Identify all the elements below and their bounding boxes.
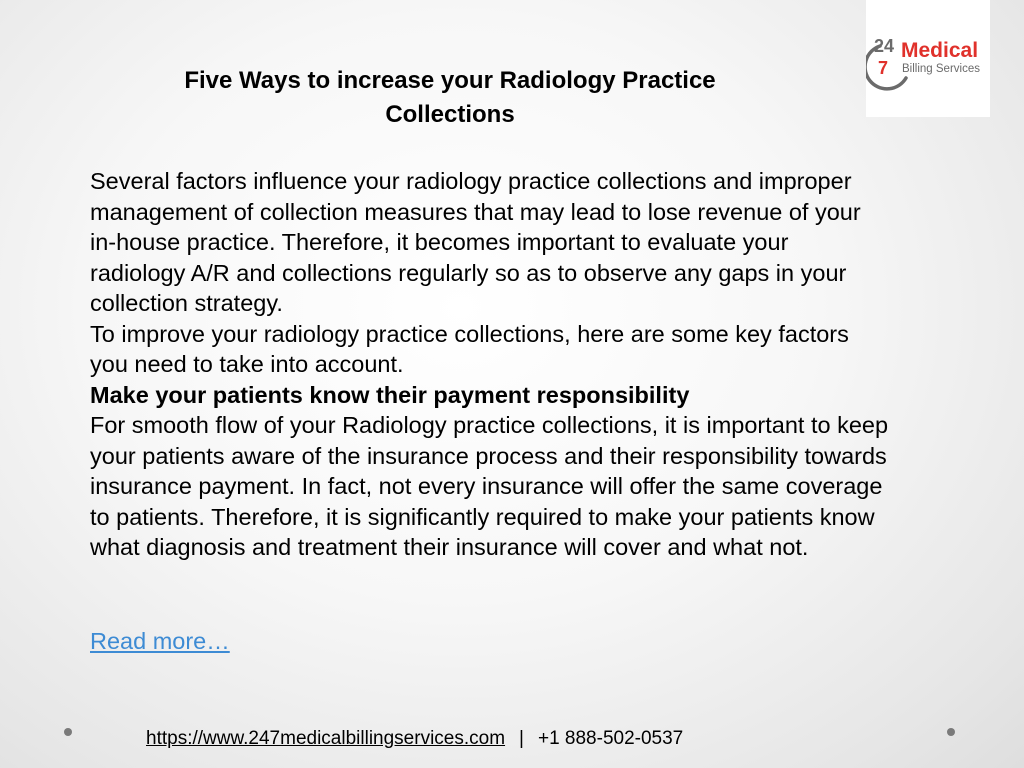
website-link[interactable]: https://www.247medicalbillingservices.com bbox=[146, 728, 506, 749]
read-more-link[interactable]: Read more… bbox=[90, 628, 230, 654]
footer-separator: | bbox=[519, 728, 524, 749]
right-bullet-dot bbox=[947, 728, 955, 736]
company-logo bbox=[866, 0, 990, 117]
logo-graphic bbox=[866, 0, 990, 117]
key-factors-paragraph: To improve your radiology practice collections, here are some key factors you need to take into account. bbox=[90, 320, 849, 377]
logo-number: 24 bbox=[874, 36, 895, 56]
logo-word: Medical bbox=[901, 39, 979, 62]
intro-paragraph: Several factors influence your radiology practice collections and improper management of collection measures that may lead to lose revenue of your in-house practice. Therefore, it becomes important to evaluate your radiology A/R and collections regularly so as to observe any gaps in your collection strategy. bbox=[90, 168, 861, 316]
phone-number: +1 888-502-0537 bbox=[537, 728, 684, 749]
section-heading: Make your patients know their payment responsibility bbox=[90, 381, 690, 408]
section-body: For smooth flow of your Radiology practice collections, it is important to keep your patients aware of the insurance process and their responsibility towards insurance payment. In fact, not every insurance will offer the same coverage to patients. Therefore, it is significantly required to make your patients know what diagnosis and treatment their insurance will cover and what not. bbox=[90, 412, 889, 560]
logo-tagline: Billing Services bbox=[902, 63, 980, 75]
logo-seven: 7 bbox=[878, 58, 889, 78]
article-body bbox=[90, 166, 890, 563]
footer bbox=[146, 726, 683, 752]
page-title: Five Ways to increase your Radiology Practice Collections bbox=[184, 67, 716, 128]
left-bullet-dot bbox=[64, 728, 72, 736]
